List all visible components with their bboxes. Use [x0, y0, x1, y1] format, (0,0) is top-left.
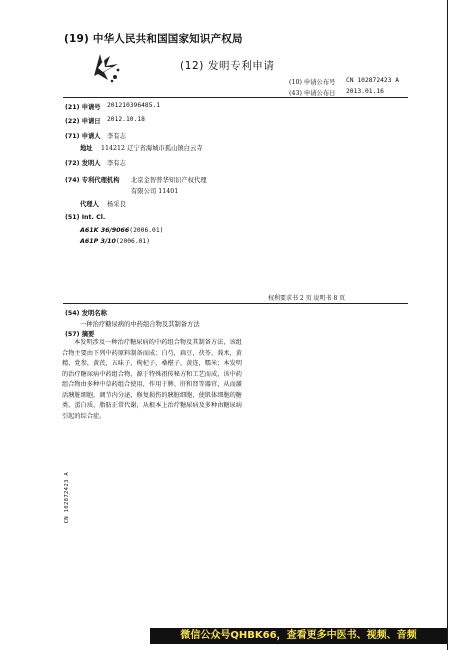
agent: 杨采良: [107, 201, 126, 208]
app-no-label: (21) 申请号: [65, 104, 101, 111]
pages-info: 权利要求书 2 页 说明书 8 页: [268, 295, 346, 302]
app-date-label: (22) 申请日: [65, 118, 101, 125]
pub-date: 2013.01.16: [346, 88, 384, 95]
abstract-label: (57) 摘要: [65, 331, 95, 338]
pub-date-label: (43) 申请公布日: [289, 90, 336, 97]
section-rule: [63, 303, 408, 304]
header-rule: [63, 97, 408, 98]
inventor-label: (72) 发明人: [65, 160, 101, 167]
intcl-row: [80, 238, 150, 245]
sipo-emblem-icon: [88, 50, 122, 84]
intcl-code: A61P 3/10: [80, 238, 116, 245]
inventor: 李有志: [107, 160, 126, 167]
intcl-edition: (2006.01): [115, 238, 151, 245]
app-no: 201210396485.1: [107, 102, 161, 109]
address: 114212 辽宁省海城市孤山镇白云寺: [101, 145, 203, 152]
agency-label: (74) 专利代理机构: [65, 177, 120, 184]
intcl-edition: (2006.01): [129, 227, 164, 234]
pub-no-label: (10) 申请公布号: [289, 79, 336, 86]
page-border: [447, 0, 448, 650]
agent-label: 代理人: [80, 201, 99, 208]
document-kind: (12) 发明专利申请: [180, 60, 275, 72]
pub-no: CN 102872423 A: [346, 77, 400, 84]
app-date: 2012.10.18: [107, 116, 145, 123]
invention-title: 一种治疗糖尿病的中药组合物及其制备方法: [80, 321, 200, 328]
agency-line2: 有限公司 11401: [131, 188, 179, 195]
country-office: (19) 中华人民共和国国家知识产权局: [64, 33, 243, 45]
abstract-text: 本发明涉及一种治疗糖尿病的中药组合物及其制备方法，该组合物主要由下列中药原料制备而成：白芍，扁豆，茯苓，莪术，黄精，党参，黄芪，五味子，枸杞子，桑椹子，黄连，糯米；本发明的治疗糖尿病中药组合物，源于特殊祖传秘方和工艺而成，该中药组合物由多种中草药组合使用，作用于脾、肝和肾等器官，从而激活胰脏细胞，调节内分泌，修复损伤的胰脏细胞，使肌体细胞的糖类、蛋白质、脂肪正常代谢，从根本上治疗糖尿病及多种由糖尿病引起的综合症。: [62, 339, 242, 420]
wechat-banner: 微信公众号QHBK66，查看更多中医书、视频、音频: [150, 628, 447, 644]
side-publication-code: CN 102872423 A: [64, 472, 70, 524]
intcl-label: (51) Int. Cl.: [65, 214, 106, 221]
applicant-label: (71) 申请人: [65, 133, 101, 140]
address-label: 地址: [80, 145, 93, 152]
agency-line1: 北京金智普华知识产权代理: [131, 177, 207, 184]
intcl-row: [80, 227, 163, 234]
title-label: (54) 发明名称: [65, 310, 107, 317]
intcl-code: A61K 36/9066: [80, 227, 130, 234]
applicant: 李有志: [107, 133, 126, 140]
